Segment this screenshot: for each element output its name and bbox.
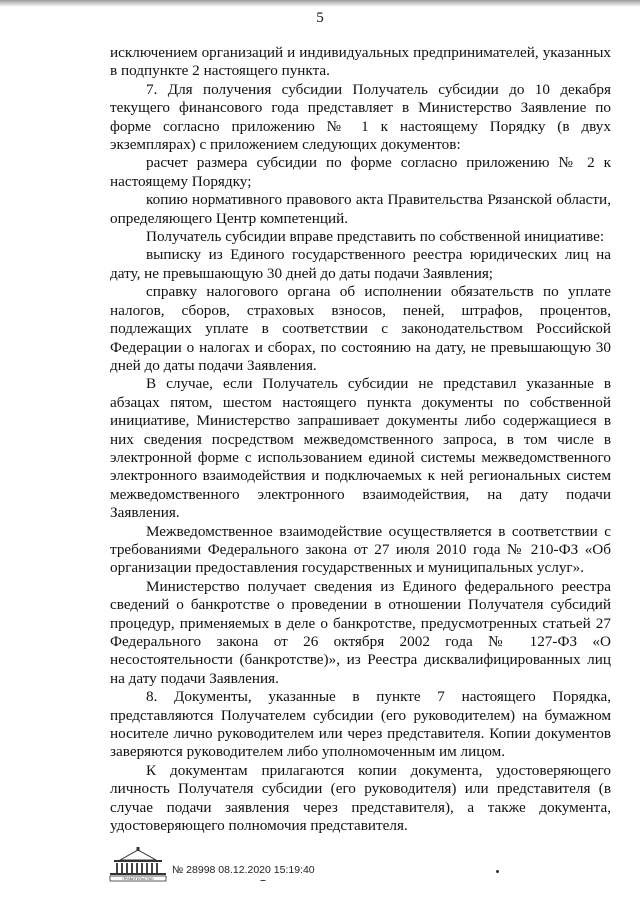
- registration-stamp: № 28998 08.12.2020 15:19:40: [172, 864, 315, 876]
- paragraph-8: В случае, если Получатель субсидии не представил указанные в абзацах пятом, шестом настоящего пункта документы по собственной инициативе, Министерство запрашивает документы либо содержащиеся в них сведения посредством межведомственного запроса, в том числе в электронной форме с использованием единой системы межведомственного электронного взаимодействия и подключаемых к ней региональных систем межведомственного электронного взаимодействия, на дату подачи Заявления.: [110, 375, 611, 522]
- paragraph-9: Межведомственное взаимодействие осуществляется в соответствии с требованиями Федерального закона от 27 июля 2010 года № 210-ФЗ «Об организации предоставления государственных и муниципальных услуг».: [110, 522, 611, 577]
- scan-top-edge: [0, 0, 640, 7]
- paragraph-10: Министерство получает сведения из Единого федерального реестра сведений о банкротстве о проведении в отношении Получателя субсидий процедур, применяемых в деле о банкротстве, предусмотренных статьей 27 Федерального закона от 26 октября 2002 года № 127-ФЗ «О несостоятельности (банкротстве)», из Реестра дисквалифицированных лиц на дату подачи Заявления.: [110, 577, 611, 687]
- paragraph-1: исключением организаций и индивидуальных предпринимателей, указанных в подпункте 2 настоящего пункта.: [110, 44, 611, 80]
- scan-speck: [260, 880, 266, 881]
- paragraph-11: 8. Документы, указанные в пункте 7 настоящего Порядка, представляются Получателем субсидии (его руководителем) на бумажном носителе лично руководителем или через представителя. Копии документов заверяются руководителем либо уполномоченным им лицом.: [110, 688, 611, 761]
- svg-text:ПРАВИТЕЛЬСТВО: ПРАВИТЕЛЬСТВО: [122, 877, 154, 882]
- document-body: [110, 44, 611, 835]
- paragraph-12: К документам прилагаются копии документа, удостоверяющего личность Получателя субсидии (его руководителя) или представителя (в случае подачи заявления через представителя), а также документа, удостоверяющего полномочия представителя.: [110, 761, 611, 835]
- paragraph-6: выписку из Единого государственного реестра юридических лиц на дату, не превышающую 30 дней до даты подачи Заявления;: [110, 246, 611, 282]
- paragraph-5: Получатель субсидии вправе представить по собственной инициативе:: [146, 228, 605, 246]
- page-number: 5: [316, 10, 324, 26]
- paragraph-3: расчет размера субсидии по форме согласно приложению № 2 к настоящему Порядку;: [110, 154, 611, 190]
- paragraph-4: копию нормативного правового акта Правительства Рязанской области, определяющего Центр компетенций.: [110, 191, 611, 227]
- document-footer: [108, 846, 618, 886]
- government-building-logo: [108, 846, 168, 882]
- paragraph-2: 7. Для получения субсидии Получатель субсидии до 10 декабря текущего финансового года представляет в Министерство Заявление по форме согласно приложению № 1 к настоящему Порядку (в двух экземплярах) с приложением следующих документов:: [110, 80, 611, 154]
- scan-speck: [496, 870, 499, 873]
- paragraph-7: справку налогового органа об исполнении обязательств по уплате налогов, сборов, страховых взносов, пеней, штрафов, процентов, подлежащих уплате в соответствии с законодательством Российской Федерации о налогах и сборах, по состоянию на дату, не превышающую 30 дней до даты подачи Заявления.: [110, 283, 611, 374]
